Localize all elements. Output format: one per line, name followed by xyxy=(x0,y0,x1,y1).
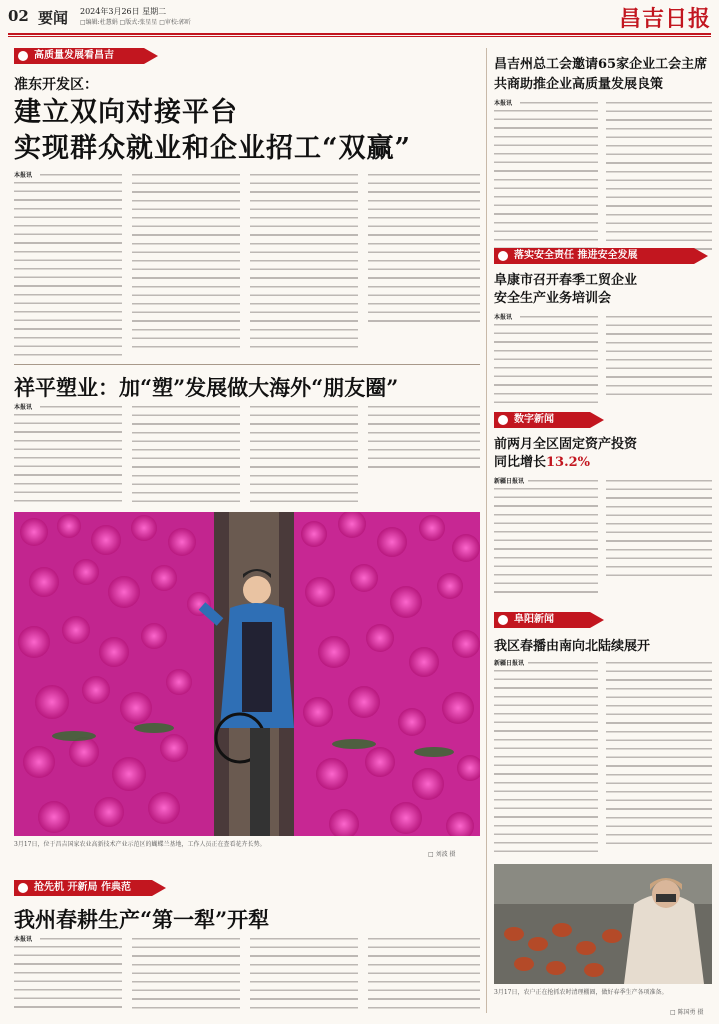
second-text-col1 xyxy=(14,414,122,506)
bottom-text-col1-first xyxy=(40,938,122,944)
orchid-photo-caption: 3月17日，位于昌吉国家农业高新技术产业示范区的蝴蝶兰基地，工作人员正在查看花卉长势。 xyxy=(14,841,266,848)
right-data-headline-line2: 同比增长13.2% xyxy=(494,455,591,470)
second-text-col1-first xyxy=(40,406,122,412)
right-local-dateline: 新疆日报讯 xyxy=(494,660,525,667)
column-divider xyxy=(486,48,487,1013)
right-middle-headline-line1: 阜康市召开春季工贸企业 xyxy=(494,273,638,288)
lead-kicker: 准东开发区： xyxy=(14,77,98,93)
right-local-text-col1 xyxy=(494,670,598,858)
right-data-text-col1 xyxy=(494,488,598,600)
lead-headline-line2: 实现群众就业和企业招工“双赢” xyxy=(14,133,412,164)
orchid-photo-credit: □ 刘波 摄 xyxy=(428,851,456,858)
lead-text-col1 xyxy=(14,182,122,358)
growth-figure: 13.2% xyxy=(546,455,591,470)
orchid-photo-graphic xyxy=(14,512,480,836)
bottom-text-col1 xyxy=(14,946,122,1014)
lead-text-col3 xyxy=(250,174,358,350)
right-top-text-col2 xyxy=(606,102,712,250)
page-number: 02 xyxy=(8,7,29,25)
right-middle-text-col1 xyxy=(494,324,598,404)
right-data-text-first xyxy=(528,480,598,486)
section-banner-quality: 高质量发展看昌吉 xyxy=(14,48,144,64)
bottom-dateline: 本报讯 xyxy=(14,936,33,943)
second-text-col3 xyxy=(250,406,358,506)
second-body xyxy=(14,404,480,506)
right-middle-text-first xyxy=(520,316,598,322)
lead-text-col4 xyxy=(368,174,480,324)
right-middle-dateline: 本报讯 xyxy=(494,314,513,321)
right-middle-body xyxy=(494,314,712,406)
masthead-rule-thin xyxy=(8,36,711,37)
bottom-body xyxy=(14,936,480,1016)
bottom-headline: 我州春耕生产“第一犁”开犁 xyxy=(14,907,270,932)
right-top-text-col1 xyxy=(494,110,598,250)
right-local-text-first xyxy=(528,662,598,668)
right-middle-text-col2 xyxy=(606,316,712,396)
right-middle-headline-line2: 安全生产业务培训会 xyxy=(494,291,612,306)
right-local-headline: 我区春播由南向北陆续展开 xyxy=(494,639,651,654)
right-local-body xyxy=(494,660,712,860)
story-separator xyxy=(14,364,480,365)
second-text-col2 xyxy=(132,406,240,506)
right-top-headline-line1: 昌吉州总工会邀请65家企业工会主席 xyxy=(494,57,708,72)
date-line: 2024年3月26日 星期二 xyxy=(80,7,167,16)
poultry-farm-photo xyxy=(494,864,712,984)
lead-text-col2 xyxy=(132,174,240,350)
right-data-body xyxy=(494,478,712,604)
right-local-text-col2 xyxy=(606,662,712,846)
section-name: 要闻 xyxy=(38,9,69,27)
newspaper-logo: 昌吉日报 xyxy=(618,6,711,32)
section-banner-local: 阜阳新闻 xyxy=(494,612,590,628)
lead-headline-line1: 建立双向对接平台 xyxy=(14,97,238,128)
editors-line: □编辑:杜慧娟 □版式:张星星 □审校:郭昕 xyxy=(80,19,191,26)
lead-text-col1-first xyxy=(40,174,122,180)
second-dateline: 本报讯 xyxy=(14,404,33,411)
poultry-photo-credit: □ 陈国勇 摄 xyxy=(670,1009,704,1016)
lead-dateline: 本报讯 xyxy=(14,172,33,179)
right-top-dateline: 本报讯 xyxy=(494,100,513,107)
bottom-text-col2 xyxy=(132,938,240,1014)
right-top-text-first xyxy=(520,102,598,108)
section-banner-spring: 抢先机 开新局 作典范 xyxy=(14,880,152,896)
section-banner-data: 数字新闻 xyxy=(494,412,590,428)
poultry-photo-caption: 3月17日，农户正在抢抓农时清理棚圈，做好春季生产各项准备。 xyxy=(494,989,668,996)
bottom-text-col3 xyxy=(250,938,358,1014)
orchid-greenhouse-photo xyxy=(14,512,480,836)
right-top-body xyxy=(494,100,712,258)
lead-body xyxy=(14,172,480,360)
right-top-headline-line2: 共商助推企业高质量发展良策 xyxy=(494,77,664,92)
second-headline: 祥平塑业：加“塑”发展做大海外“朋友圈” xyxy=(14,375,399,400)
section-banner-safety: 落实安全责任 推进安全发展 xyxy=(494,248,694,264)
right-data-dateline: 新疆日报讯 xyxy=(494,478,525,485)
bottom-text-col4 xyxy=(368,938,480,1014)
masthead-rule xyxy=(8,33,711,35)
right-data-headline-line1: 前两月全区固定资产投资 xyxy=(494,437,638,452)
second-text-col4 xyxy=(368,406,480,472)
poultry-photo-graphic xyxy=(494,864,712,984)
right-data-text-col2 xyxy=(606,480,712,580)
